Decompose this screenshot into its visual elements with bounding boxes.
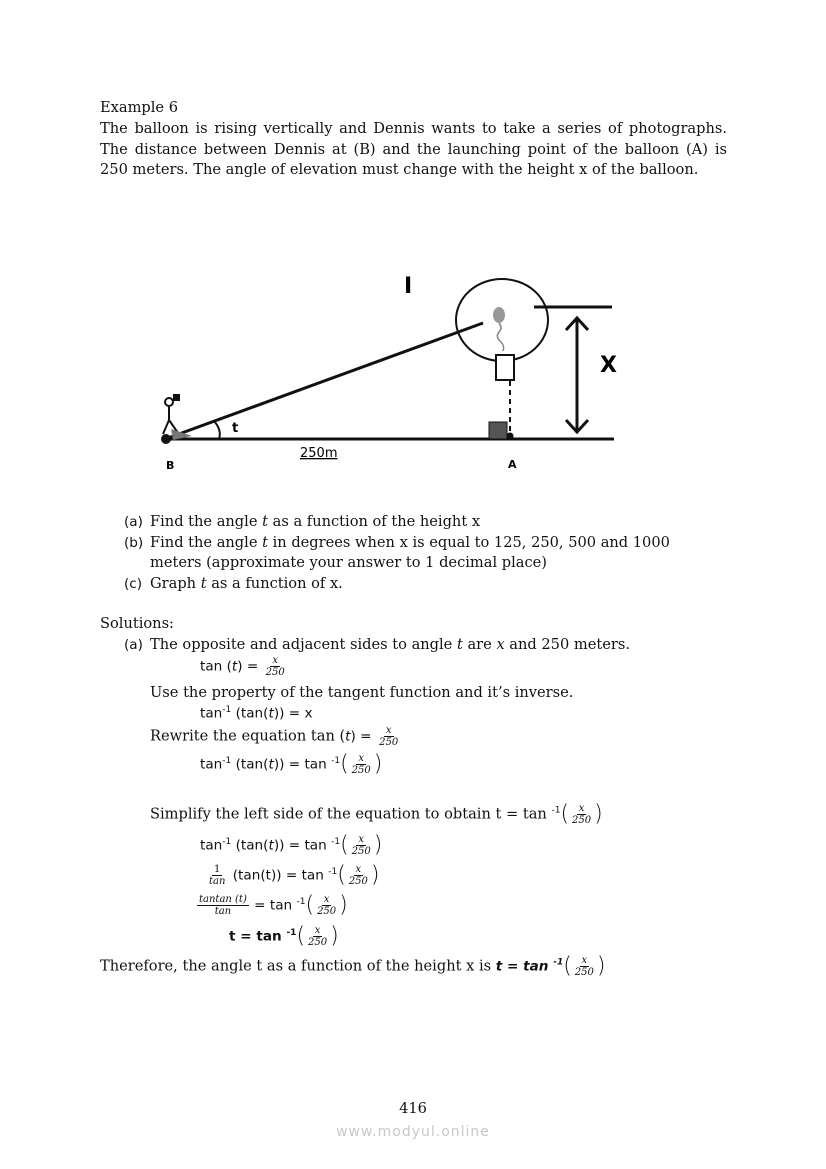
property-text: Use the property of the tangent function and it’s inverse. xyxy=(150,684,574,701)
point-a-label: A xyxy=(508,458,517,471)
equation-inverse-both: $\tan^{-1} (\tan(t)) = \tan ^{-1}$( $\frac{x}{250}$ ) xyxy=(200,751,383,777)
solution-a-intro: (a) The opposite and adjacent sides to angle t are x and 250 meters. xyxy=(124,636,630,653)
equation-tan-t: tan (t) = $\frac{x}{250}$ xyxy=(200,655,285,678)
question-b-continued: meters (approximate your answer to 1 decimal place) xyxy=(150,554,547,571)
person-icon xyxy=(162,395,192,443)
question-label: (b) xyxy=(124,535,144,551)
watermark: www.modyul.online xyxy=(336,1124,490,1140)
example-heading: Example 6 xyxy=(100,99,178,116)
solutions-heading: Solutions: xyxy=(100,615,174,632)
simplify-text: Simplify the left side of the equation to obtain t = tan $^{-1}$( $\frac{x}{250}$ ) xyxy=(150,801,603,827)
example-intro xyxy=(100,98,727,181)
balloon-diagram xyxy=(150,265,630,480)
balloon-icon xyxy=(493,307,505,323)
line-of-sight xyxy=(168,323,483,438)
angle-t-label: t xyxy=(232,421,239,436)
basket-box xyxy=(496,355,514,380)
distance-label: 250m xyxy=(300,446,338,461)
question-b: (b) Find the angle t in degrees when x is equal to 125, 250, 500 and 1000 xyxy=(124,533,670,554)
point-b-label: B xyxy=(166,459,175,472)
question-c: (c) Graph t as a function of x. xyxy=(124,574,343,595)
example-paragraph: The balloon is rising vertically and Dennis wants to take a series of photographs. The distance between Dennis at (B) and the launching point of the balloon (A) is 250 meters. The angle of elevation must change with the height x of the balloon. xyxy=(100,119,727,179)
rewrite-equation: Rewrite the equation tan (t) = $\frac{x}{250}$ xyxy=(150,725,399,748)
therefore-text: Therefore, the angle t as a function of the height x is t = tan $^{-1}$( $\frac{x}{250}$ ) xyxy=(100,953,606,979)
step-4-result: t = tan $^{-1}$( $\frac{x}{250}$ ) xyxy=(229,923,339,949)
step-2: $\frac{1}{\tan}$ (tan(t)) = tan $^{-1}$( $\frac{x}{250}$ ) xyxy=(209,862,380,888)
step-1: $\tan^{-1} (\tan(t)) = \tan ^{-1}$( $\frac{x}{250}$ ) xyxy=(200,832,383,858)
question-label: (a) xyxy=(124,514,143,530)
inverse-identity: $\tan^{-1} (\tan(t)) = x$ xyxy=(200,705,313,722)
question-label: (c) xyxy=(124,576,143,592)
figure-i-label: I xyxy=(404,274,413,299)
angle-arc xyxy=(214,421,220,439)
question-a: (a) Find the angle t as a function of the height x xyxy=(124,512,480,533)
figure-x-label: X xyxy=(600,353,617,378)
launch-box xyxy=(489,422,507,439)
step-3: $\frac{\text{tantan (t)}}{\tan}$ = tan $^{-1}$( $\frac{x}{250}$ ) xyxy=(199,892,348,918)
page-number: 416 xyxy=(399,1100,427,1117)
